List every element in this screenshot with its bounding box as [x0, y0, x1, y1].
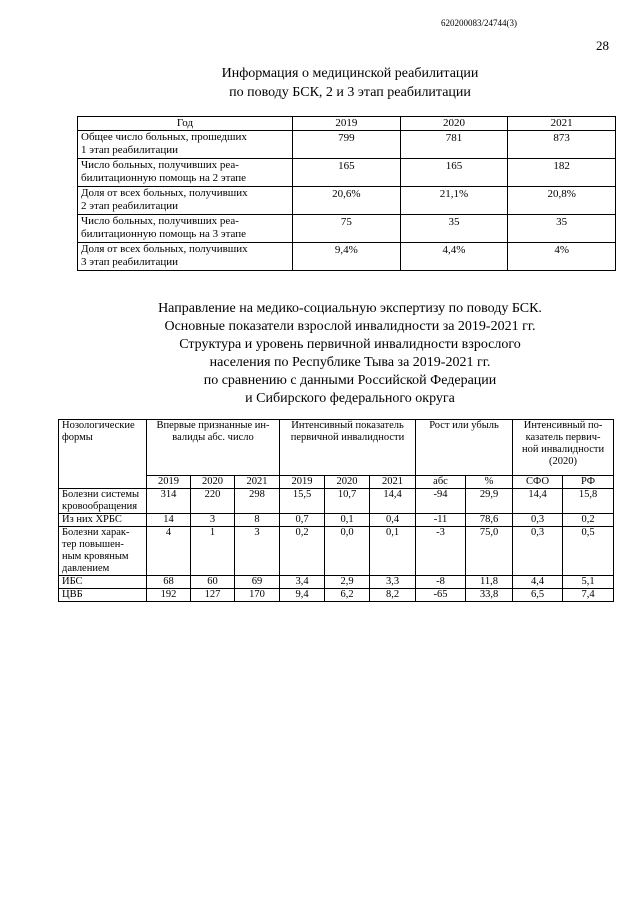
cell: 127	[191, 589, 235, 602]
cell: -8	[416, 576, 466, 589]
cell: 3	[191, 514, 235, 527]
header-first-time-disabled: Впервые признанные ин- валиды абс. число	[147, 420, 280, 476]
subheader-cell: 2021	[235, 476, 280, 489]
cell: 0,3	[513, 527, 563, 576]
cell: 33,8	[466, 589, 513, 602]
subheader-cell: 2019	[147, 476, 191, 489]
cell: 35	[400, 215, 508, 243]
cell: 1	[191, 527, 235, 576]
cell: 68	[147, 576, 191, 589]
cell: 0,1	[325, 514, 370, 527]
cell: 60	[191, 576, 235, 589]
cell: 0,3	[513, 514, 563, 527]
cell: 2,9	[325, 576, 370, 589]
table-row	[78, 131, 616, 159]
header-2019: 2019	[293, 117, 401, 131]
table-row	[78, 159, 616, 187]
cell: -11	[416, 514, 466, 527]
title-line: и Сибирского федерального округа	[245, 391, 455, 406]
cell: -94	[416, 489, 466, 514]
cell: 20,6%	[293, 187, 401, 215]
disability-table	[58, 419, 614, 602]
row-label: Общее число больных, прошедших 1 этап реабилитации	[78, 131, 293, 159]
disability-header-row	[59, 420, 614, 476]
cell: 6,2	[325, 589, 370, 602]
cell: 165	[400, 159, 508, 187]
row-label: Доля от всех больных, получивших 3 этап реабилитации	[78, 243, 293, 271]
table-row	[59, 489, 614, 514]
subheader-cell: 2021	[370, 476, 416, 489]
cell: 3,3	[370, 576, 416, 589]
document-id: 620200083/24744(3)	[441, 18, 517, 28]
title-line: по поводу БСК, 2 и 3 этап реабилитации	[229, 85, 471, 100]
header-nosology: Нозологические формы	[59, 420, 147, 489]
cell: 0,0	[325, 527, 370, 576]
rehab-section-title	[120, 64, 580, 102]
cell: 182	[508, 159, 616, 187]
cell: 4,4%	[400, 243, 508, 271]
rehab-table	[77, 116, 616, 271]
row-label: Болезни системы кровообращения	[59, 489, 147, 514]
table-row	[59, 589, 614, 602]
header-intensive-2020: Интенсивный по- казатель первич- ной инвалидности (2020)	[513, 420, 614, 476]
title-line: населения по Республике Тыва за 2019-2021 гг.	[209, 355, 491, 370]
cell: 10,7	[325, 489, 370, 514]
cell: 0,1	[370, 527, 416, 576]
table-row	[59, 514, 614, 527]
subheader-cell: абс	[416, 476, 466, 489]
cell: 75,0	[466, 527, 513, 576]
cell: 21,1%	[400, 187, 508, 215]
cell: 29,9	[466, 489, 513, 514]
cell: 4	[147, 527, 191, 576]
subheader-cell: 2020	[191, 476, 235, 489]
cell: 15,8	[563, 489, 614, 514]
subheader-cell: 2019	[280, 476, 325, 489]
cell: 35	[508, 215, 616, 243]
cell: 4%	[508, 243, 616, 271]
table-row	[59, 527, 614, 576]
cell: 6,5	[513, 589, 563, 602]
cell: 78,6	[466, 514, 513, 527]
cell: 799	[293, 131, 401, 159]
row-label: Доля от всех больных, получивших 2 этап реабилитации	[78, 187, 293, 215]
cell: 0,5	[563, 527, 614, 576]
cell: 3	[235, 527, 280, 576]
cell: 14,4	[370, 489, 416, 514]
cell: 192	[147, 589, 191, 602]
cell: 9,4%	[293, 243, 401, 271]
cell: 15,5	[280, 489, 325, 514]
disability-section-title	[80, 300, 620, 408]
cell: 7,4	[563, 589, 614, 602]
cell: 4,4	[513, 576, 563, 589]
row-label: ЦВБ	[59, 589, 147, 602]
cell: 298	[235, 489, 280, 514]
cell: 0,7	[280, 514, 325, 527]
cell: 8	[235, 514, 280, 527]
cell: 873	[508, 131, 616, 159]
cell: 5,1	[563, 576, 614, 589]
table-row	[78, 187, 616, 215]
header-intensive-indicator: Интенсивный показатель первичной инвалидности	[280, 420, 416, 476]
cell: 781	[400, 131, 508, 159]
cell: -65	[416, 589, 466, 602]
header-growth: Рост или убыль	[416, 420, 513, 476]
subheader-cell: РФ	[563, 476, 614, 489]
subheader-cell: СФО	[513, 476, 563, 489]
rehab-header-row	[78, 117, 616, 131]
cell: 220	[191, 489, 235, 514]
subheader-cell: 2020	[325, 476, 370, 489]
header-2020: 2020	[400, 117, 508, 131]
cell: 20,8%	[508, 187, 616, 215]
header-2021: 2021	[508, 117, 616, 131]
title-line: Направление на медико-социальную экспертизу по поводу БСК.	[158, 301, 542, 316]
cell: 314	[147, 489, 191, 514]
header-year: Год	[78, 117, 293, 131]
title-line: Информация о медицинской реабилитации	[221, 66, 479, 81]
page-number: 28	[596, 38, 609, 53]
row-label: Болезни харак- тер повышен- ным кровяным давлением	[59, 527, 147, 576]
table-row	[59, 576, 614, 589]
cell: 14,4	[513, 489, 563, 514]
table-row	[78, 243, 616, 271]
title-line: Основные показатели взрослой инвалидности за 2019-2021 гг.	[164, 319, 536, 334]
cell: 3,4	[280, 576, 325, 589]
cell: 165	[293, 159, 401, 187]
cell: 170	[235, 589, 280, 602]
cell: 11,8	[466, 576, 513, 589]
row-label: Число больных, получивших реа- билитационную помощь на 2 этапе	[78, 159, 293, 187]
cell: 9,4	[280, 589, 325, 602]
row-label: ИБС	[59, 576, 147, 589]
subheader-cell: %	[466, 476, 513, 489]
cell: 0,2	[563, 514, 614, 527]
cell: -3	[416, 527, 466, 576]
cell: 8,2	[370, 589, 416, 602]
row-label: Число больных, получивших реа- билитационную помощь на 3 этапе	[78, 215, 293, 243]
table-row	[78, 215, 616, 243]
title-line: Структура и уровень первичной инвалидности взрослого	[179, 337, 521, 352]
title-line: по сравнению с данными Российской Федерации	[203, 373, 497, 388]
cell: 14	[147, 514, 191, 527]
cell: 0,4	[370, 514, 416, 527]
cell: 75	[293, 215, 401, 243]
row-label: Из них ХРБС	[59, 514, 147, 527]
cell: 0,2	[280, 527, 325, 576]
cell: 69	[235, 576, 280, 589]
